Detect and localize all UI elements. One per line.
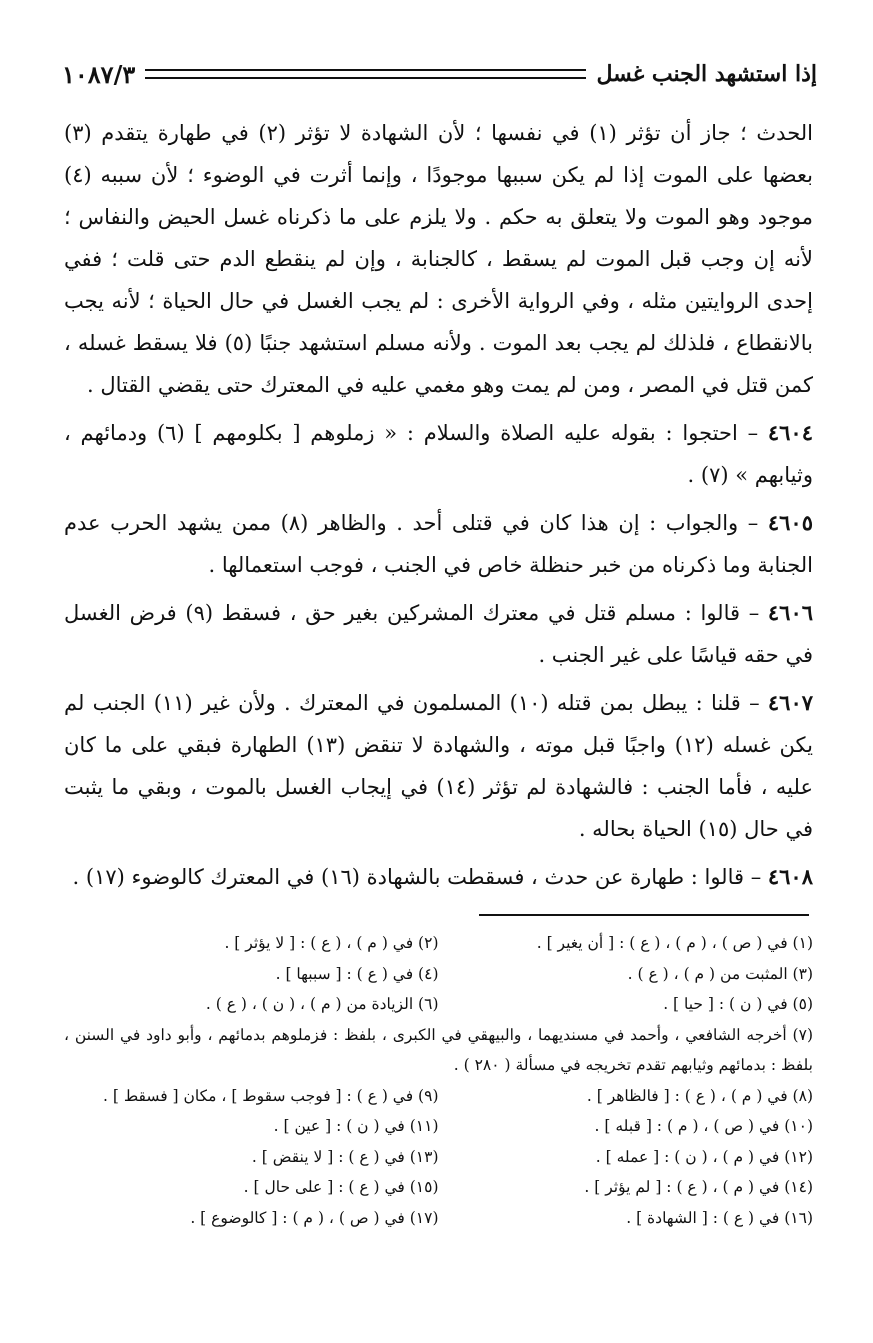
paragraph-text: والجواب : إن هذا كان في قتلى أحد . والظاهر (٨) ممن يشهد الحرب عدم الجنابة وما ذكرناه من خبر حنظلة خاص في الجنب ، فوجب استعمالها . [64,511,813,577]
footnote-1: (١) في ( ص ) ، ( م ) ، ( ع ) : [ أن يغير ] . [536,934,813,952]
footnote-16: (١٦) في ( ع ) : [ الشهادة ] . [626,1208,813,1227]
footnote-row [64,1081,813,1112]
footnote-row [64,959,813,990]
footnote-13: (١٣) في ( ع ) : [ لا ينقض ] . [251,1147,439,1166]
footnote-14: (١٤) في ( م ) ، ( ع ) : [ لم يؤثر ] . [584,1178,813,1196]
page-header [62,52,817,96]
issue-number: ٤٦٠٥ [767,510,813,535]
page-number: ١٠٨٧/٣ [62,59,136,89]
paragraph-intro: الحدث ؛ جاز أن تؤثر (١) في نفسها ؛ لأن الشهادة لا تؤثر (٢) في طهارة يتقدم (٣) بعضها على الموت إذا لم يكن سببها موجودًا ، وإنما أثرت في الوضوء ؛ لأن سببه (٤) موجود وهو الموت ولا يتعلق به حكم . ولا يلزم على ما ذكرناه غسل الحيض والنفاس ؛ لأنه إن وجب قبل الموت لم يسقط ، كالجنابة ، وإن لم ينقطع الدم حتى قلت ؛ ففي إحدى الروايتين مثله ، وفي الرواية الأخرى : لم يجب الغسل في حال الحياة ؛ لأنه يجب بالانقطاع ، فلذلك لم يجب بعد الموت . ولأنه مسلم استشهد جنبًا (٥) فلا يسقط غسله ، كمن قتل في المصر ، ومن لم يمت وهو مغمي عليه في المعترك حتى يقضي القتال . [64,121,813,397]
issue-number: ٤٦٠٤ [767,420,813,445]
paragraph-4606: ٤٦٠٦ – قالوا : مسلم قتل في معترك المشركين بغير حق ، فسقط (٩) فرض الغسل في حقه قياسًا على غير الجنب . [64,600,814,667]
paragraph-text: احتجوا : بقوله عليه الصلاة والسلام : « زملوهم [ بكلومهم ] (٦) ودمائهم ، وثيابهم » (٧) . [64,421,813,487]
footnote-4: (٤) في ( ع ) : [ سببها ] . [275,964,439,983]
paragraph-text: قالوا : مسلم قتل في معترك المشركين بغير حق ، فسقط (٩) فرض الغسل في حقه قياسًا على غير الجنب . [64,601,813,667]
paragraph-4604: ٤٦٠٤ – احتجوا : بقوله عليه الصلاة والسلام : « زملوهم [ بكلومهم ] (٦) ودمائهم ، وثيابهم » (٧) . [64,420,813,487]
main-text [64,112,813,898]
footnote-10: (١٠) في ( ص ) ، ( م ) : [ قبله ] . [594,1117,813,1135]
issue-number: ٤٦٠٦ [767,600,814,625]
paragraph-text: قلنا : يبطل بمن قتله (١٠) المسلمون في المعترك . ولأن غير (١١) الجنب لم يكن غسله (١٢) واجبًا قبل موته ، والشهادة لا تنقض (١٣) الطهارة فبقي على ما كان عليه ، فأما الجنب : فالشهادة لم تؤثر (١٤) في إيجاب الغسل بالموت ، وبقي ما يثبت في حال (١٥) الحياة بحاله . [64,691,814,841]
footnote-11: (١١) في ( ن ) : [ عين ] . [273,1117,439,1135]
footnote-row [64,1142,813,1173]
paragraph-4607: ٤٦٠٧ – قلنا : يبطل بمن قتله (١٠) المسلمون في المعترك . ولأن غير (١١) الجنب لم يكن غسله (١٢) واجبًا قبل موته ، والشهادة لا تنقض (١٣) الطهارة فبقي على ما كان عليه ، فأما الجنب : فالشهادة لم تؤثر (١٤) في إيجاب الغسل بالموت ، وبقي ما يثبت في حال (١٥) الحياة بحاله . [64,690,814,841]
footnote-row [64,989,813,1020]
footnote-row [64,1111,813,1142]
footnote-12: (١٢) في ( م ) ، ( ن ) : [ عمله ] . [595,1147,813,1166]
footnote-9: (٩) في ( ع ) : [ فوجب سقوط ] ، مكان [ فسقط ] . [102,1086,439,1105]
footnote-17: (١٧) في ( ص ) ، ( م ) : [ كالوضوع ] . [190,1208,439,1227]
footnote-6: (٦) الزيادة من ( م ) ، ( ن ) ، ( ع ) . [205,995,439,1013]
footnotes [64,928,813,1233]
footnote-7: (٧) أخرجه الشافعي ، وأحمد في مسنديهما ، والبيهقي في الكبرى ، بلفظ : فزملوهم بدمائهم ، وأبو داود في السنن ، بلفظ : بدمائهم وثيابهم تقدم تخريجه في مسألة ( ٢٨٠ ) . [64,1025,813,1074]
footnote-row [64,928,813,959]
footnote-3: (٣) المثبت من ( م ) ، ( ع ) . [627,964,813,983]
footnote-2: (٢) في ( م ) ، ( ع ) : [ لا يؤثر ] . [224,934,439,952]
issue-number: ٤٦٠٧ [767,690,814,715]
footnote-15: (١٥) في ( ع ) : [ على حال ] . [243,1178,439,1196]
paragraph-text: قالوا : طهارة عن حدث ، فسقطت بالشهادة (١٦) في المعترك كالوضوء (١٧) . [72,865,745,889]
footnote-5: (٥) في ( ن ) : [ حيا ] . [663,995,813,1013]
footnote-row [64,1203,813,1234]
footnote-8: (٨) في ( م ) ، ( ع ) : [ فالظاهر ] . [586,1086,813,1105]
footnote-row [64,1172,813,1203]
header-rule [145,69,586,79]
running-title: إذا استشهد الجنب غسل [596,61,817,87]
paragraph-4608: ٤٦٠٨ – قالوا : طهارة عن حدث ، فسقطت بالشهادة (١٦) في المعترك كالوضوء (١٧) . [72,864,813,889]
paragraph-4605: ٤٦٠٥ – والجواب : إن هذا كان في قتلى أحد . والظاهر (٨) ممن يشهد الحرب عدم الجنابة وما ذكرناه من خبر حنظلة خاص في الجنب ، فوجب استعمالها . [64,510,813,577]
footnote-separator [479,914,809,916]
issue-number: ٤٦٠٨ [767,864,813,889]
